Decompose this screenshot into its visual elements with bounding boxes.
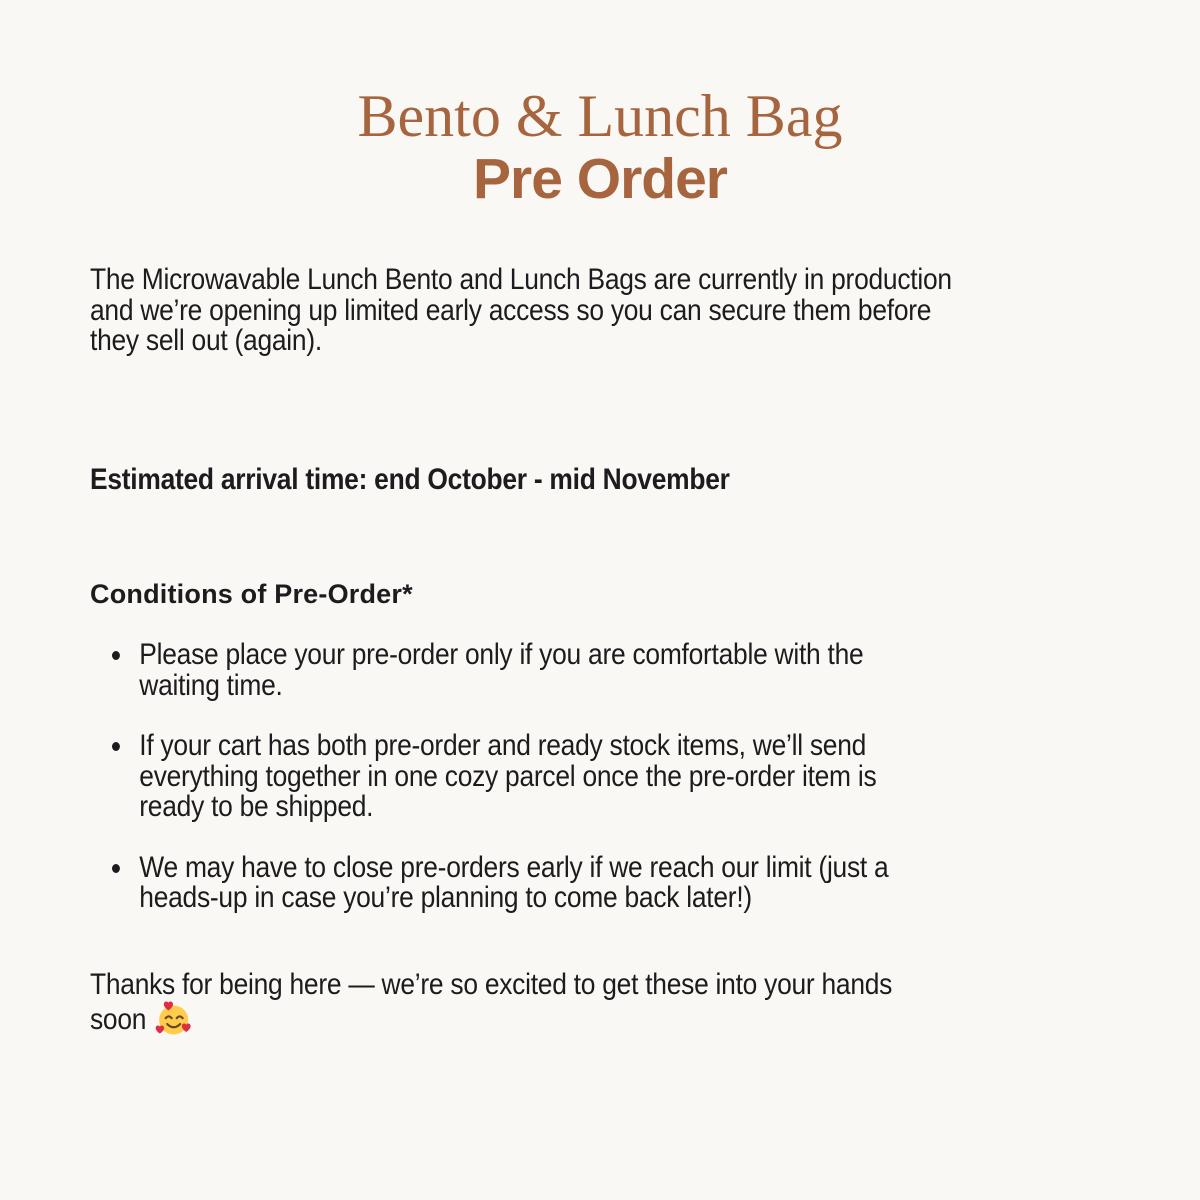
bullet-icon [112, 651, 120, 660]
bullet-line: heads-up in case you’re planning to come back later!) [139, 881, 752, 914]
estimated-arrival-heading [90, 465, 1128, 496]
conditions-bullet-list [90, 640, 1128, 944]
conditions-heading [90, 579, 413, 610]
bullet-icon [112, 742, 120, 751]
list-item [90, 640, 1128, 701]
bullet-line: everything together in one cozy parcel once the pre-order item is [139, 759, 877, 793]
title-line-2: Pre Order [473, 147, 727, 211]
smiling-face-with-hearts-emoji [155, 1001, 191, 1037]
bullet-line: waiting time. [139, 668, 283, 702]
bullet-line: If your cart has both pre-order and ready stock items, we’ll send [139, 729, 867, 762]
thanks-line [90, 1001, 1128, 1037]
page-title [0, 84, 1200, 210]
conditions-heading-text: Conditions of Pre-Order* [90, 579, 413, 609]
list-item [90, 850, 1128, 914]
estimated-arrival-text: Estimated arrival time: end October - mid November [90, 463, 730, 496]
intro-paragraph [90, 265, 1128, 357]
bullet-line: Please place your pre-order only if you are comfortable with the [139, 638, 864, 671]
intro-line: they sell out (again). [90, 324, 322, 357]
bullet-icon [112, 864, 120, 873]
title-line-1: Bento & Lunch Bag [357, 83, 843, 149]
bullet-line: ready to be shipped. [139, 790, 374, 823]
intro-line: The Microwavable Lunch Bento and Lunch Bags are currently in production [90, 263, 952, 296]
thanks-line-text: soon [90, 1002, 147, 1036]
thanks-line: Thanks for being here — we’re so excited to get these into your hands [90, 968, 893, 1001]
thanks-paragraph [90, 970, 1128, 1037]
intro-line: and we’re opening up limited early access so you can secure them before [90, 293, 932, 327]
list-item [90, 731, 1128, 823]
bullet-line: We may have to close pre-orders early if we reach our limit (just a [139, 850, 889, 884]
